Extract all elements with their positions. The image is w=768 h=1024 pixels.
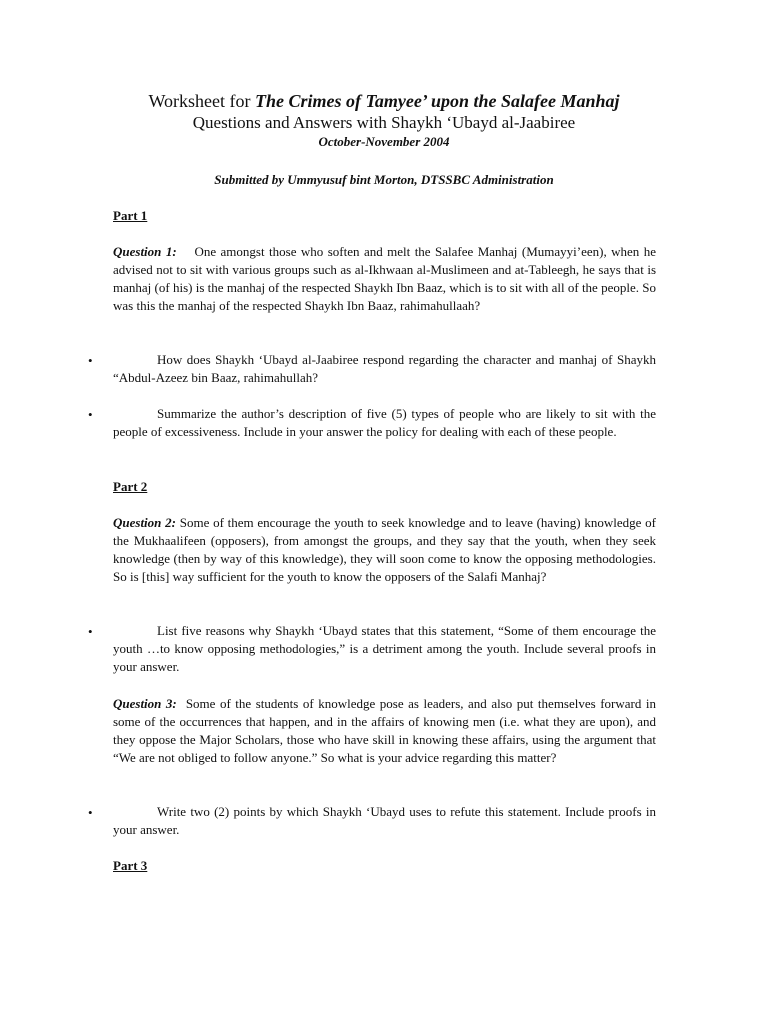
bullet-marker-3: • bbox=[88, 624, 93, 639]
part-1-bullet-1 bbox=[113, 351, 656, 387]
part-1-heading: Part 1 bbox=[113, 208, 148, 223]
part-1-bullet-2 bbox=[113, 405, 656, 441]
question-2-text: Some of them encourage the youth to seek knowledge and to leave (having) knowledge of the Mukhaalifeen (opposers), from amongst the groups, and they say that the youth, when they seek knowledge (then by way of this knowledge), they will soon come to know the opposing methodologies. So is [this] way sufficient for the youth to know the opposers of the Salafi Manhaj? bbox=[113, 515, 656, 584]
part-2-bullet-2-text: Write two (2) points by which Shaykh ‘Ubayd uses to refute this statement. Include proofs in your answer. bbox=[113, 804, 656, 837]
question-1-paragraph bbox=[113, 243, 656, 315]
title-book-name: The Crimes of Tamyee’ upon the Salafee Manhaj bbox=[255, 91, 620, 111]
bullet-marker-1: • bbox=[88, 353, 93, 368]
document-subtitle: Questions and Answers with Shaykh ‘Ubayd al-Jaabiree bbox=[192, 113, 576, 132]
question-2-label: Question 2: bbox=[113, 515, 176, 530]
question-1-text: One amongst those who soften and melt the Salafee Manhaj (Mumayyi’een), when he advised not to sit with various groups such as al-Ikhwaan al-Muslimeen and at-Tableegh, he says that is manhaj (of his) is the manhaj of the respected Shaykh Ibn Baaz, which is to sit with all of the people. So was this the manhaj of the respected Shaykh Ibn Baaz, rahimahullaah? bbox=[113, 244, 656, 313]
title-prefix: Worksheet for bbox=[148, 91, 251, 111]
submitted-by-line: Submitted by Ummyusuf bint Morton, DTSSBC Administration bbox=[214, 172, 554, 187]
part-2-bullet-2 bbox=[113, 803, 656, 839]
part-2-bullet-1 bbox=[113, 622, 656, 676]
bullet-marker-4: • bbox=[88, 805, 93, 820]
document-title bbox=[0, 90, 768, 112]
question-2-paragraph bbox=[113, 514, 656, 586]
question-3-text: Some of the students of knowledge pose as leaders, and also put themselves forward in some of the occurrences that happen, and in the affairs of knowing men (i.e. what they are upon), and they oppose the Major Scholars, those who have skill in knowing these affairs, using the argument that “We are not obliged to follow anyone.” So what is your advice regarding this matter? bbox=[113, 696, 656, 765]
question-1-label: Question 1: bbox=[113, 244, 177, 259]
part-2-heading: Part 2 bbox=[113, 479, 148, 494]
document-header bbox=[0, 90, 768, 151]
part-2-bullet-1-text: List five reasons why Shaykh ‘Ubayd states that this statement, “Some of them encourage the youth …to know opposing methodologies,” is a detriment among the youth. Include several proofs in your answer. bbox=[113, 623, 656, 674]
bullet-marker-2: • bbox=[88, 407, 93, 422]
part-3-heading: Part 3 bbox=[113, 858, 148, 873]
part-1-bullet-2-text: Summarize the author’s description of five (5) types of people who are likely to sit with the people of excessiveness. Include in your answer the policy for dealing with each of these people. bbox=[113, 406, 656, 439]
question-3-label: Question 3: bbox=[113, 696, 177, 711]
question-3-paragraph bbox=[113, 695, 656, 767]
part-1-bullet-1-text: How does Shaykh ‘Ubayd al-Jaabiree respond regarding the character and manhaj of Shaykh “Abdul-Azeez bin Baaz, rahimahullah? bbox=[113, 352, 656, 385]
document-date: October-November 2004 bbox=[318, 134, 450, 149]
